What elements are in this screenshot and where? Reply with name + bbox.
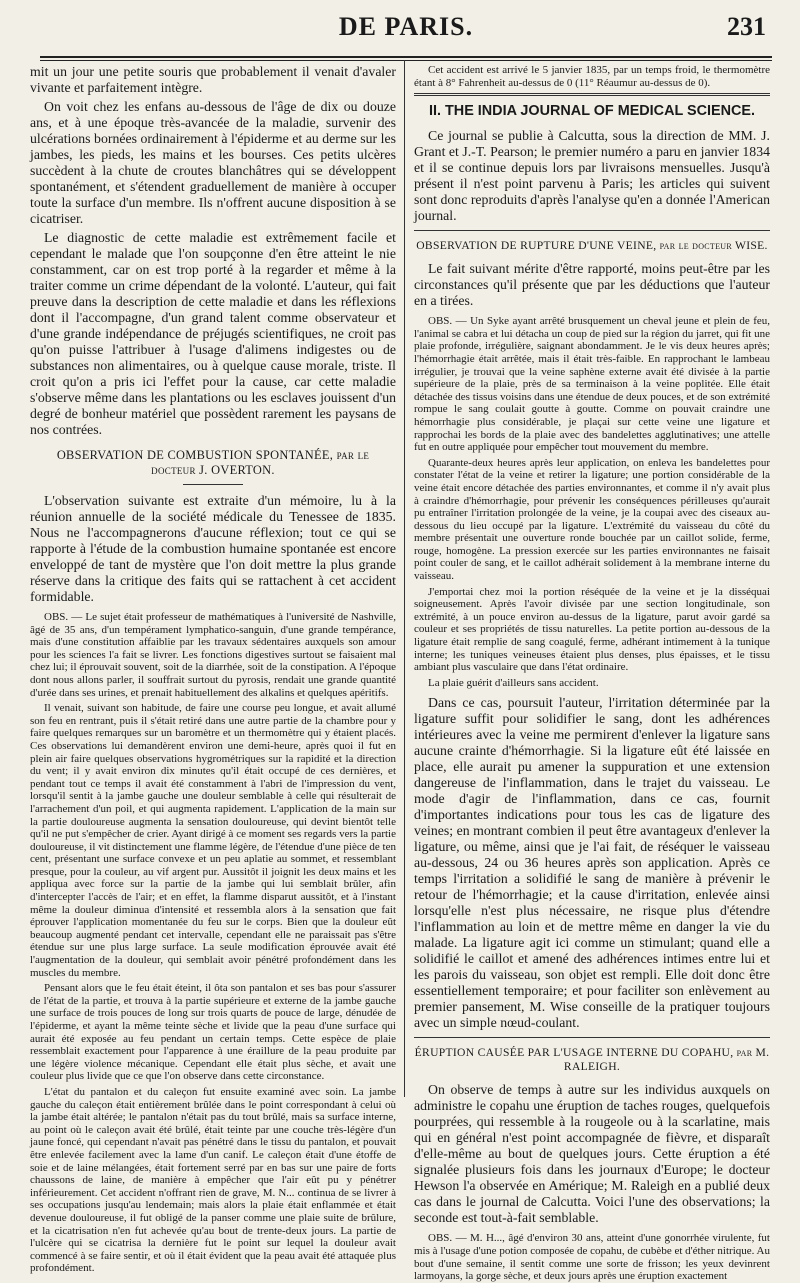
observation-paragraph: Quarante-deux heures après leur application, on enleva les bandelettes pour constater l'état de la veine et retirer la ligature; une portion considérable de la veine était encore détachée des parties environnantes, et comme il n'y avait plus à craindre d'hémorrhagie, pour prévenir les conséquences périlleuses qu'aurait pu entraîner l'irritation prolongée de la veine, je la coupai avec des ciseaux au-dessous du lieu occupé par la ligature. L'extrémité du vaisseau du côté du membre présentait une ouverture ronde bouchée par un caillot solide, ferme, rouge, homogène. La pression exercée sur les parties environnantes ne faisait point couler de sang, et le caillot adhérait solidement à la membrane interne du vaisseau. [414, 456, 770, 583]
observation-paragraph: L'état du pantalon et du caleçon fut ensuite examiné avec soin. La jambe gauche du caleçon était entièrement brûlée dans le point correspondant à celui où la jambe était altérée; le pantalon n'était pas du tout brûlé, mais sa surface interne, au point où le caleçon avait été brûlé, était teinte par une couche très-légère d'un jaune foncé, qui cependant n'avait pas pénétré dans le tissu du pantalon, et pouvait être enlevée facilement avec la lame d'un canif. Le caleçon était d'une étoffe de soie et de laine mélangées, était fortement serré par en bas sur une paire de forts chaussons de laine, de manière à empêcher que l'air eût pu y pénétrer inférieurement. Cet accident n'offrant rien de grave, M. N... continua de se livrer à ses occupations jusqu'au lendemain; mais alors la plaie était enflammée et était devenue douloureuse, il fut obligé de la panser comme une plaie suite de brûlure, et la cicatrisation n'en fut achevée qu'au bout de trente-deux jours. La partie de l'ulcère qui se cicatrisa la dernière fut le point sur lequel la douleur avait commencé à se faire sentir, et où il était évident que la peau avait été attaquée plus profondément. [30, 1085, 396, 1275]
observation-paragraph: OBS. — M. H..., âgé d'environ 30 ans, atteint d'une gonorrhée virulente, fut mis à l'usage d'une potion composée de copahu, de cubèbe et d'éther nitrique. Au bout d'une semaine, il sentit comme une sorte de frisson; les yeux devinrent larmoyans, la gorge sèche, et deux jours après une éruption exactement [414, 1232, 770, 1283]
page-number: 231 [727, 12, 766, 41]
observation-paragraph: OBS. — Un Syke ayant arrêté brusquement un cheval jeune et plein de feu, l'animal se cabra et lui détacha un coup de pied sur la région du jarret, qui fit une plaie profonde, irrégulière, saignant abondamment. Je le vis deux heures après; l'hémorrhagie était arrêtée, mais il était très-faible. En rapprochant le lambeau irrégulier, je trouvai que la veine saphène externe avait été divisée à la partie supérieure de la plaie, près de sa terminaison à la veine poplitée. Elle était détachée des tissus voisins dans une étendue de deux pouces, et de son extrémité rompue le sang coulait goutte à goutte. Comme on pouvait craindre une hémorrhagie plus considérable, je plaçai sur cette veine une ligature et rapprochai les bords de la plaie avec des bandelettes agglutinatives; une attelle fut en outre appliquée pour empêcher tout mouvement du membre. [414, 315, 770, 454]
section-rule [414, 230, 770, 231]
observation-paragraph: Pensant alors que le feu était éteint, il ôta son pantalon et ses bas pour s'assurer de l'état de la partie, et trouva à la partie supérieure et externe de la jambe gauche une surface de trois pouces de long sur trois quarts de pouce de large, dénudée de l'épiderme, et ayant la même teinte sèche et livide que la peau d'une surface qui aurait été exposée au feu pendant un certain temps. Cette espèce de plaie ressemblait exactement pour l'apparence à une éraillure de la peau produite par une légère violence mécanique. Cependant elle était plus sèche, et avait une couleur plus livide que ce que l'on observe dans cette circonstance. [30, 982, 396, 1083]
observation-paragraph: J'emportai chez moi la portion réséquée de la veine et je la disséquai soigneusement. Après l'avoir divisée par une section longitudinale, son extrémité, à un pouce environ au-dessus de la ligature, parut avoir gardé sa couleur et ses propriétés de tissu naturelles. La petite portion au-dessous de la ligature était remplie de sang coagulé, ferme, adhérant intimement à la tunique interne; les tuniques veineuses étaient plus denses, plus épaisses, et le tissu ambiant plus vasculaire que dans l'état ordinaire. [414, 585, 770, 674]
column-divider [404, 60, 405, 1097]
article-heading: OBSERVATION DE COMBUSTION SPONTANÉE, par le docteur J. OVERTON. [56, 448, 370, 477]
section-rule [414, 93, 770, 96]
section-title: II. THE INDIA JOURNAL OF MEDICAL SCIENCE. [429, 103, 755, 120]
observation-paragraph: Il venait, suivant son habitude, de faire une course peu longue, et avait allumé son feu en rentrant, puis il s'était retiré dans une autre partie de la chambre pour y faire quelques remarques sur un baromètre et un thermomètre qui y étaient placés. Ces observations lui demandèrent environ une demi-heure, après quoi il fut en plein air faire quelques observations hygrométriques sur la rapidité et la direction du vent; il y avait environ dix minutes qu'il était occupé de ces dernières, et pendant tout ce temps il avait été constamment à l'abri de l'impression du vent, lorsqu'il sentit à la jambe gauche une douleur semblable à celle qui résulterait de l'arrachement d'un poil, et qui augmenta rapidement. L'application de la main sur la partie douloureuse augmenta la sensation douloureuse, qui devint bientôt telle qu'il ne put s'empêcher de crier. Ayant dirigé à ce moment ses regards vers la partie douloureuse, il vit distinctement une flamme légère, de l'étendue d'une pièce de ten cent, présentant une surface convexe et un peu aplatie au sommet, et ressemblant presque, pour la couleur, au vif argent pur. Aussitôt il joignit les deux mains et les appliqua avec force sur la partie de la jambe qui lui semblait brûler, afin d'intercepter l'accès de l'air; et en effet, la flamme disparut aussitôt, et à l'instant même la douleur diminua d'intensité et ressembla alors à la sensation que fait éprouver l'application momentanée du feu sur le corps. Bien que la douleur eût beaucoup augmenté pendant cet intervalle, cependant elle ne paraissait pas s'être étendue sur une plus large surface. La seule modification éprouvée avait été l'augmentation de la douleur, qui semblait avoir pénétré profondément dans les muscles du membre. [30, 702, 396, 979]
paragraph: Ce journal se publie à Calcutta, sous la direction de MM. J. Grant et J.-T. Pearson; le premier numéro a paru en janvier 1834 et il se continue depuis lors par livraisons mensuelles. Jusqu'à présent il n'est point parvenu à Paris; les articles qui suivent sont donc reproduits d'après l'analyse qu'en a donnée l'American journal. [414, 128, 770, 224]
header-rule [40, 56, 772, 58]
section-rule [414, 1037, 770, 1038]
paragraph: Dans ce cas, poursuit l'auteur, l'irritation déterminée par la ligature suffit pour solidifier le sang, dont les adhérences intérieures avec la veine me permirent d'enlever la ligature sans aucune crainte d'hémorrhagie. Si la ligature eût été laissée en place, elle aurait pu amener la suppuration et une extension dangereuse de l'inflammation, dans le trajet du vaisseau. Le mode d'agir de l'inflammation, dans ce cas, fournit d'importantes indications pour tous les cas de ligature des veines; en montrant combien il peut être avantageux d'enlever la ligature, ou même, ainsi que je l'ai fait, de réséquer le vaisseau au-dessous, 24 ou 36 heures après son application. Après ce temps l'irritation a solidifié le sang de manière à prévenir le retour de l'hémorrhagie; et la cause d'irritation, enlevée ainsi lorsqu'elle n'est plus nécessaire, ne risque plus d'étendre l'inflammation au loin et de mettre même en danger la vie du malade. La ligature agit ici comme un stimulant; quand elle a solidifié le caillot et amené des adhérences intimes entre lui et les parois du vaisseau, son objet est rempli. Elle doit donc être essentiellement temporaire; et pour faciliter son enlèvement au premier pansement, M. Wise conseille de la pratiquer toujours avec un simple nœud-coulant. [414, 695, 770, 1031]
right-column [414, 64, 770, 1283]
observation-paragraph: La plaie guérit d'ailleurs sans accident. [428, 676, 599, 689]
article-heading: ÉRUPTION CAUSÉE PAR L'USAGE INTERNE DU COPAHU, par M. RALEIGH. [414, 1046, 770, 1074]
paragraph: mit un jour une petite souris que probablement il venait d'avaler vivante et parfaitement intègre. [30, 64, 396, 95]
page-header [40, 12, 772, 60]
running-title: DE PARIS. [338, 12, 474, 41]
heading-rule [183, 484, 243, 485]
paragraph: On observe de temps à autre sur les individus auxquels on administre le copahu une éruption de taches rouges, quelquefois pourprées, qui ressemble à la rougeole ou à la scarlatine, mais qui en général n'est point accompagnée de fièvre, et disparaît d'elle-même au bout de quelques jours. Cette éruption a été signalée plusieurs fois dans les journaux d'Europe; le docteur Hewson l'a observée en Amérique; M. Raleigh en a publié deux cas dans le journal de Calcutta. Voici l'une des observations; la seconde est tout-à-fait semblable. [414, 1082, 770, 1226]
paragraph: Le fait suivant mérite d'être rapporté, moins peut-être par les circonstances qu'il présente que par les déductions que l'auteur en a tirées. [414, 261, 770, 309]
paragraph: On voit chez les enfans au-dessous de l'âge de dix ou douze ans, et à une époque très-avancée de la maladie, survenir des ulcérations bornées ordinairement à l'épiderme et au derme sur les jambes, les pieds, les mains et les bourses. Ces petits ulcères succèdent à la chute de croutes blanchâtres qui se développent spontanément, et s'étendent graduellement de manière à occuper toute la surface d'un membre. Ils n'offrent aucune disposition à se cicatriser. [30, 99, 396, 226]
left-column [30, 64, 396, 1275]
observation-paragraph: OBS. — Le sujet était professeur de mathématiques à l'université de Nashville, âgé de 35 ans, d'un tempérament lymphatico-sanguin, d'une grande tempérance, mais d'une constitution affaiblie par les travaux sédentaires auxquels son amour pour les sciences l'a fait se livrer. Les fonctions digestives surtout se faisaient mal chez lui; il éprouvait souvent, soit de la diarrhée, soit de la constipation. A l'époque dont nous allons parler, il souffrait surtout du pyrosis, rendait une grande quantité d'urée dans ses urines, et prenait habituellement des alkalins et quelques apéritifs. [30, 611, 396, 699]
header-rule-thin [40, 60, 772, 61]
article-heading: OBSERVATION DE RUPTURE D'UNE VEINE, par le docteur WISE. [416, 239, 768, 253]
paragraph: Le diagnostic de cette maladie est extrêmement facile et cependant le malade que l'on soupçonne d'en être atteint le nie constamment, car on est trop porté à la regarder et même à la traiter comme un crime dépendant de la volonté. L'auteur, qui fait preuve dans la description de cette maladie et dans les réflexions dont il l'accompagne, d'un grand talent comme observateur et d'une grande indépendance de préjugés scientifiques, ne croit pas qu'on puisse l'attribuer à l'usage d'alimens indigestes ou de substances non alimentaires, ou à quelque cause morale, triste. Il croit qu'on a pris ici l'effet pour la cause, car cette maladie s'observe même dans les plantations ou les esclaves jouissent d'un degré de bonheur matériel que possèdent rarement les paysans de nos contrées. [30, 230, 396, 437]
intro-paragraph: L'observation suivante est extraite d'un mémoire, lu à la réunion annuelle de la société médicale du Tenessee de 1835. Nous ne l'accompagnerons d'aucune réflexion; tout ce qui se rapporte à l'étude de la combustion humaine spontanée est encore enveloppé de tant de mystère que l'on doit mettre la plus grande réserve dans la critique des faits qui se rattachent à cet accident formidable. [30, 493, 396, 604]
continued-paragraph: Cet accident est arrivé le 5 janvier 1835, par un temps froid, le thermomètre étant à 8° Fahrenheit au-dessus de 0 (11° Réaumur au-dessus de 0). [414, 64, 770, 89]
